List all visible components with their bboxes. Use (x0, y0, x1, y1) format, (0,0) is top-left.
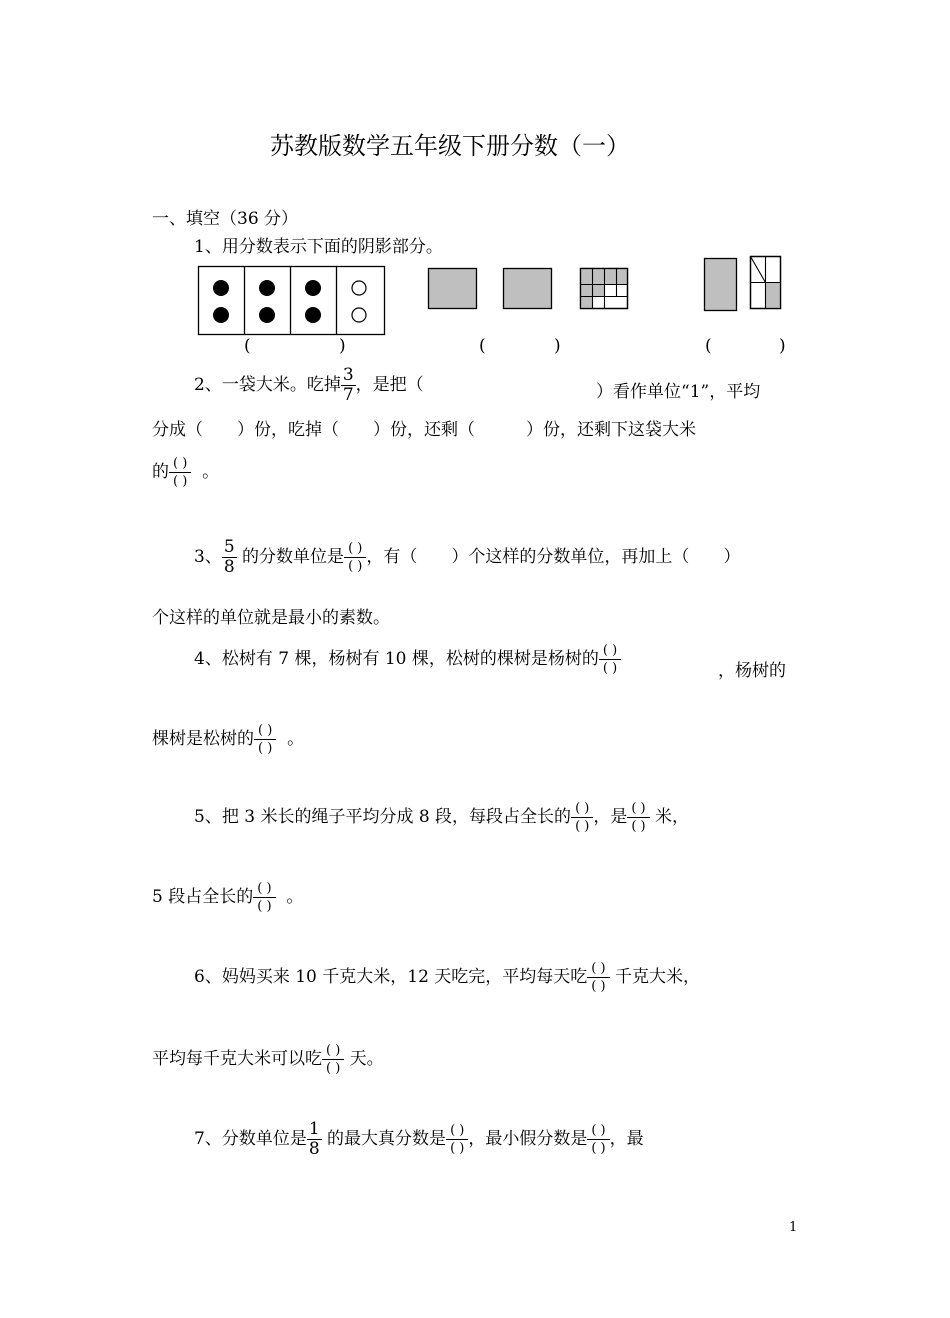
partial-grid (581, 269, 628, 309)
question-6-line-1: 6、妈妈买来 10 千克大米，12 天吃完，平均每天吃 $\frac{( )}{( )}$ 千克大米， (194, 961, 700, 994)
shaded-square-1 (429, 269, 477, 309)
filled-dot (213, 280, 229, 296)
section-heading: 一、填空（36 分） (152, 209, 299, 229)
answer-blank-2-close[interactable]: ) (554, 336, 561, 356)
question-2-line-1: 2、一袋大米。吃掉 $\frac{3}{7}$ ，是把（ (194, 365, 424, 405)
question-4-line-1-end: ，杨树的 (718, 661, 786, 681)
question-3-line-2: 个这样的单位就是最小的素数。 (152, 608, 390, 628)
question-3-line-1: 3、 $\frac{5}{8}$ 的分数单位是 $\frac{( )}{( )}$ ，有（ ）个这样的分数单位，再加上（ ） (194, 537, 741, 577)
blank-fraction[interactable]: $\frac{( )}{( )}$ (571, 800, 593, 835)
answer-blank-2-open[interactable]: ( (479, 336, 486, 356)
answer-blank-1-close[interactable]: ) (339, 336, 346, 356)
blank-fraction[interactable]: $\frac{( )}{( )}$ (344, 540, 366, 575)
split-rect (751, 257, 781, 309)
question-4-line-2: 棵树是松树的 $\frac{( )}{( )}$ 。 (152, 723, 305, 756)
fraction-3-7: $\frac{3}{7}$ (342, 365, 354, 405)
question-2-line-1-end: ）看作单位“1”，平均 (596, 382, 761, 402)
blank-fraction[interactable]: $\frac{( )}{( )}$ (599, 642, 621, 677)
fraction-1-8: $\frac{1}{8}$ (308, 1119, 320, 1159)
blank-fraction[interactable]: $\frac{( )}{( )}$ (587, 1122, 609, 1157)
answer-blank-3-open[interactable]: ( (705, 336, 712, 356)
filled-dot (213, 307, 229, 323)
filled-dot (259, 307, 275, 323)
blank-fraction[interactable]: $\frac{( )}{( )}$ (322, 1042, 344, 1077)
dots-grid-frame (199, 267, 385, 335)
question-6-line-2: 平均每千克大米可以吃 $\frac{( )}{( )}$ 天。 (152, 1043, 384, 1076)
page-title: 苏教版数学五年级下册分数（一） (270, 132, 630, 160)
question-5-line-2: 5 段占全长的 $\frac{( )}{( )}$ 。 (152, 881, 304, 914)
question-1: 1、用分数表示下面的阴影部分。 (194, 237, 443, 257)
blank-fraction[interactable]: $\frac{( )}{( )}$ (587, 960, 609, 995)
filled-dot (305, 280, 321, 296)
shaded-square-2 (504, 269, 552, 309)
empty-dot (352, 281, 366, 295)
question-5-line-1: 5、把 3 米长的绳子平均分成 8 段，每段占全长的 $\frac{( )}{( )}$ ，是 $\frac{( )}{( )}$ 米， (194, 801, 690, 834)
empty-dot (352, 308, 366, 322)
question-2-line-3: 的 $\frac{( )}{( )}$ 。 (152, 456, 220, 489)
blank-fraction[interactable]: $\frac{( )}{( )}$ (253, 880, 275, 915)
figure-dots-grid (0, 0, 950, 400)
shaded-tall-rect (705, 259, 737, 311)
answer-blank-1-open[interactable]: ( (244, 336, 251, 356)
filled-dot (305, 307, 321, 323)
question-4-line-1: 4、松树有 7 棵，杨树有 10 棵，松树的棵树是杨树的 $\frac{( )}{( )}$ (194, 642, 621, 677)
blank-fraction[interactable]: $\frac{( )}{( )}$ (627, 800, 649, 835)
fraction-5-8: $\frac{5}{8}$ (223, 537, 235, 577)
question-7-line-1: 7、分数单位是 $\frac{1}{8}$ 的最大真分数是 $\frac{( )}{( )}$ ，最小假分数是 $\frac{( )}{( )}$ ，最 (194, 1119, 644, 1159)
filled-dot (259, 280, 275, 296)
answer-blank-3-close[interactable]: ) (779, 336, 786, 356)
page-number: 1 (789, 1220, 798, 1235)
blank-fraction[interactable]: $\frac{( )}{( )}$ (446, 1122, 468, 1157)
blank-fraction[interactable]: $\frac{( )}{( )}$ (254, 722, 276, 757)
question-2-line-2: 分成（ ）份，吃掉（ ）份，还剩（ ）份，还剩下这袋大米 (152, 420, 696, 440)
blank-fraction[interactable]: $\frac{( )}{( )}$ (169, 455, 191, 490)
